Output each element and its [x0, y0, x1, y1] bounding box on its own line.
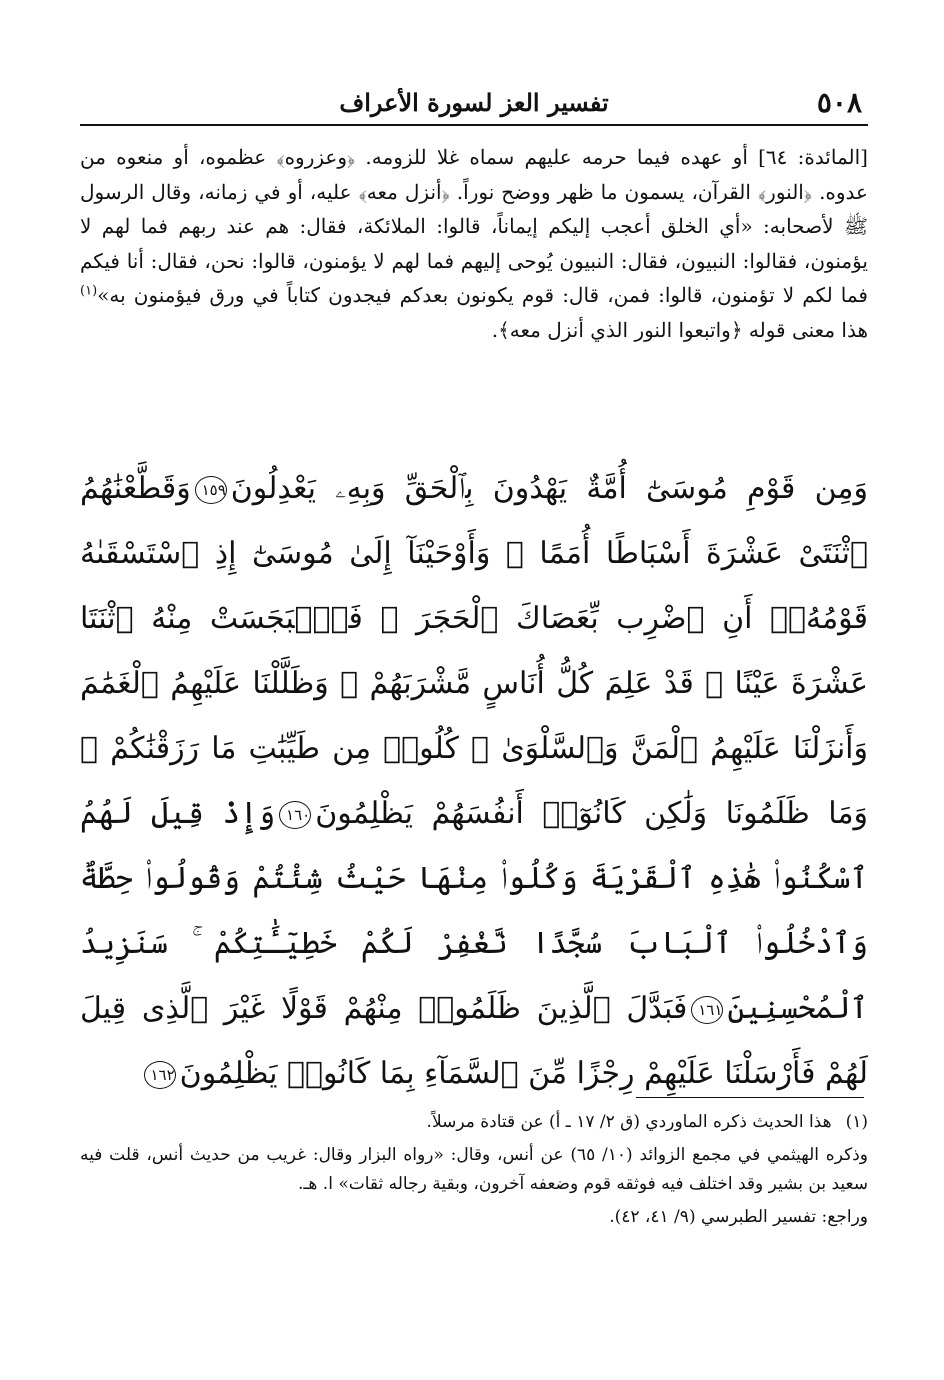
quran-paragraph: [80, 456, 868, 1106]
footnotes: [80, 1108, 868, 1236]
commentary-paragraph: [80, 140, 868, 347]
verse-159: وَمِن قَوْمِ مُوسَىٰٓ أُمَّةٌ يَهْدُونَ بِٱلْحَقِّ وَبِهِۦ يَعْدِلُونَ: [230, 471, 868, 506]
verse-marker-161: ١٦١: [691, 996, 723, 1024]
commentary-text: [80, 140, 868, 347]
verse-162: فَبَدَّلَ ٱلَّذِينَ ظَلَمُوا۟ مِنْهُمْ قَوْلًا غَيْرَ ٱلَّذِى قِيلَ لَهُمْ فَأَرْسَلْنَا عَلَيْهِمْ رِجْزًا مِّنَ ٱلسَّمَآءِ بِمَا كَانُوا۟ يَظْلِمُونَ: [80, 991, 868, 1091]
running-title: تفسير العز لسورة الأعراف: [339, 88, 609, 117]
commentary-main: [المائدة: ٦٤] أو عهده فيما حرمه عليهم سماه غلا للزومه. ﴿وعزروه﴾ عظموه، أو منعوه من عدوه. ﴿النور﴾ القرآن، يسمون ما ظهر ووضح نوراً. ﴿أنزل معه﴾ عليه، أو في زمانه، وقال الرسول ﷺ لأصحابه: «أي الخلق أعجب إليكم إيماناً، قالوا: الملائكة، فقال: هم عند ربهم فما لهم لا يؤمنون، فقالوا: النبيون، فقال: النبيون يُوحى إليهم فما لهم لا يؤمنون، قالوا: نحن، فقال: أنا فيكم فما لكم لا تؤمنون، قالوا: فمن، قال: قوم يكونون بعدكم فيجدون كتاباً في ورق فيؤمنون به»: [80, 145, 868, 307]
footnote-ref[interactable]: (١): [80, 283, 98, 299]
quran-block: [80, 456, 868, 1106]
page-header: [80, 82, 868, 126]
commentary-end: هذا معنى قوله ﴿واتبعوا النور الذي أنزل معه﴾.: [491, 317, 868, 342]
footnote-1: [80, 1108, 868, 1137]
verse-marker-162: ١٦٢: [144, 1061, 176, 1089]
page-number: ٥٠٨: [816, 86, 862, 119]
verse-marker-159: ١٥٩: [195, 476, 227, 504]
verse-160: وَقَطَّعْنَٰهُمُ ٱثْنَتَىْ عَشْرَةَ أَسْبَاطًا أُمَمًا ۚ وَأَوْحَيْنَآ إِلَىٰ مُوسَىٰٓ إِذِ ٱسْتَسْقَىٰهُ قَوْمُهُۥٓ أَنِ ٱضْرِب بِّعَصَاكَ ٱلْحَجَرَ ۖ فَٱنۢبَجَسَتْ مِنْهُ ٱثْنَتَا عَشْرَةَ عَيْنًا ۖ قَدْ عَلِمَ كُلُّ أُنَاسٍ مَّشْرَبَهُمْ ۚ وَظَلَّلْنَا عَلَيْهِمُ ٱلْغَمَٰمَ وَأَنزَلْنَا عَلَيْهِمُ ٱلْمَنَّ وَٱلسَّلْوَىٰ ۖ كُلُوا۟ مِن طَيِّبَٰتِ مَا رَزَقْنَٰكُمْ ۚ وَمَا ظَلَمُونَا وَلَٰكِن كَانُوٓا۟ أَنفُسَهُمْ يَظْلِمُونَ: [80, 471, 868, 831]
verse-161: وَإِذْ قِيلَ لَهُمُ ٱسْكُنُوا۟ هَٰذِهِ ٱلْقَرْيَةَ وَكُلُوا۟ مِنْهَا حَيْثُ شِئْتُمْ وَقُولُوا۟ حِطَّةٌ وَٱدْخُلُوا۟ ٱلْبَابَ سُجَّدًا نَّغْفِرْ لَكُمْ خَطِيٓـَٰٔتِكُمْ ۚ سَنَزِيدُ ٱلْمُحْسِنِينَ: [80, 796, 868, 1026]
footnote-line-2: وذكره الهيثمي في مجمع الزوائد (١٠/ ٦٥) عن أنس، وقال: «رواه البزار وقال: غريب من حديث أنس، قلت فيه سعيد بن بشير وقد اختلف فيه فوثقه قوم وضعفه آخرون، وبقية رجاله ثقات» ا. هـ.: [80, 1145, 868, 1194]
footnote-number: (١): [845, 1112, 868, 1132]
footnote-line-3: وراجع: تفسير الطبرسي (٩/ ٤١، ٤٢).: [609, 1207, 868, 1227]
footnote-divider: [636, 1097, 864, 1098]
footnote-line-1: هذا الحديث ذكره الماوردي (ق ٢/ ١٧ ـ أ) عن قتادة مرسلاً.: [426, 1112, 832, 1132]
verse-marker-160: ١٦٠: [279, 801, 311, 829]
